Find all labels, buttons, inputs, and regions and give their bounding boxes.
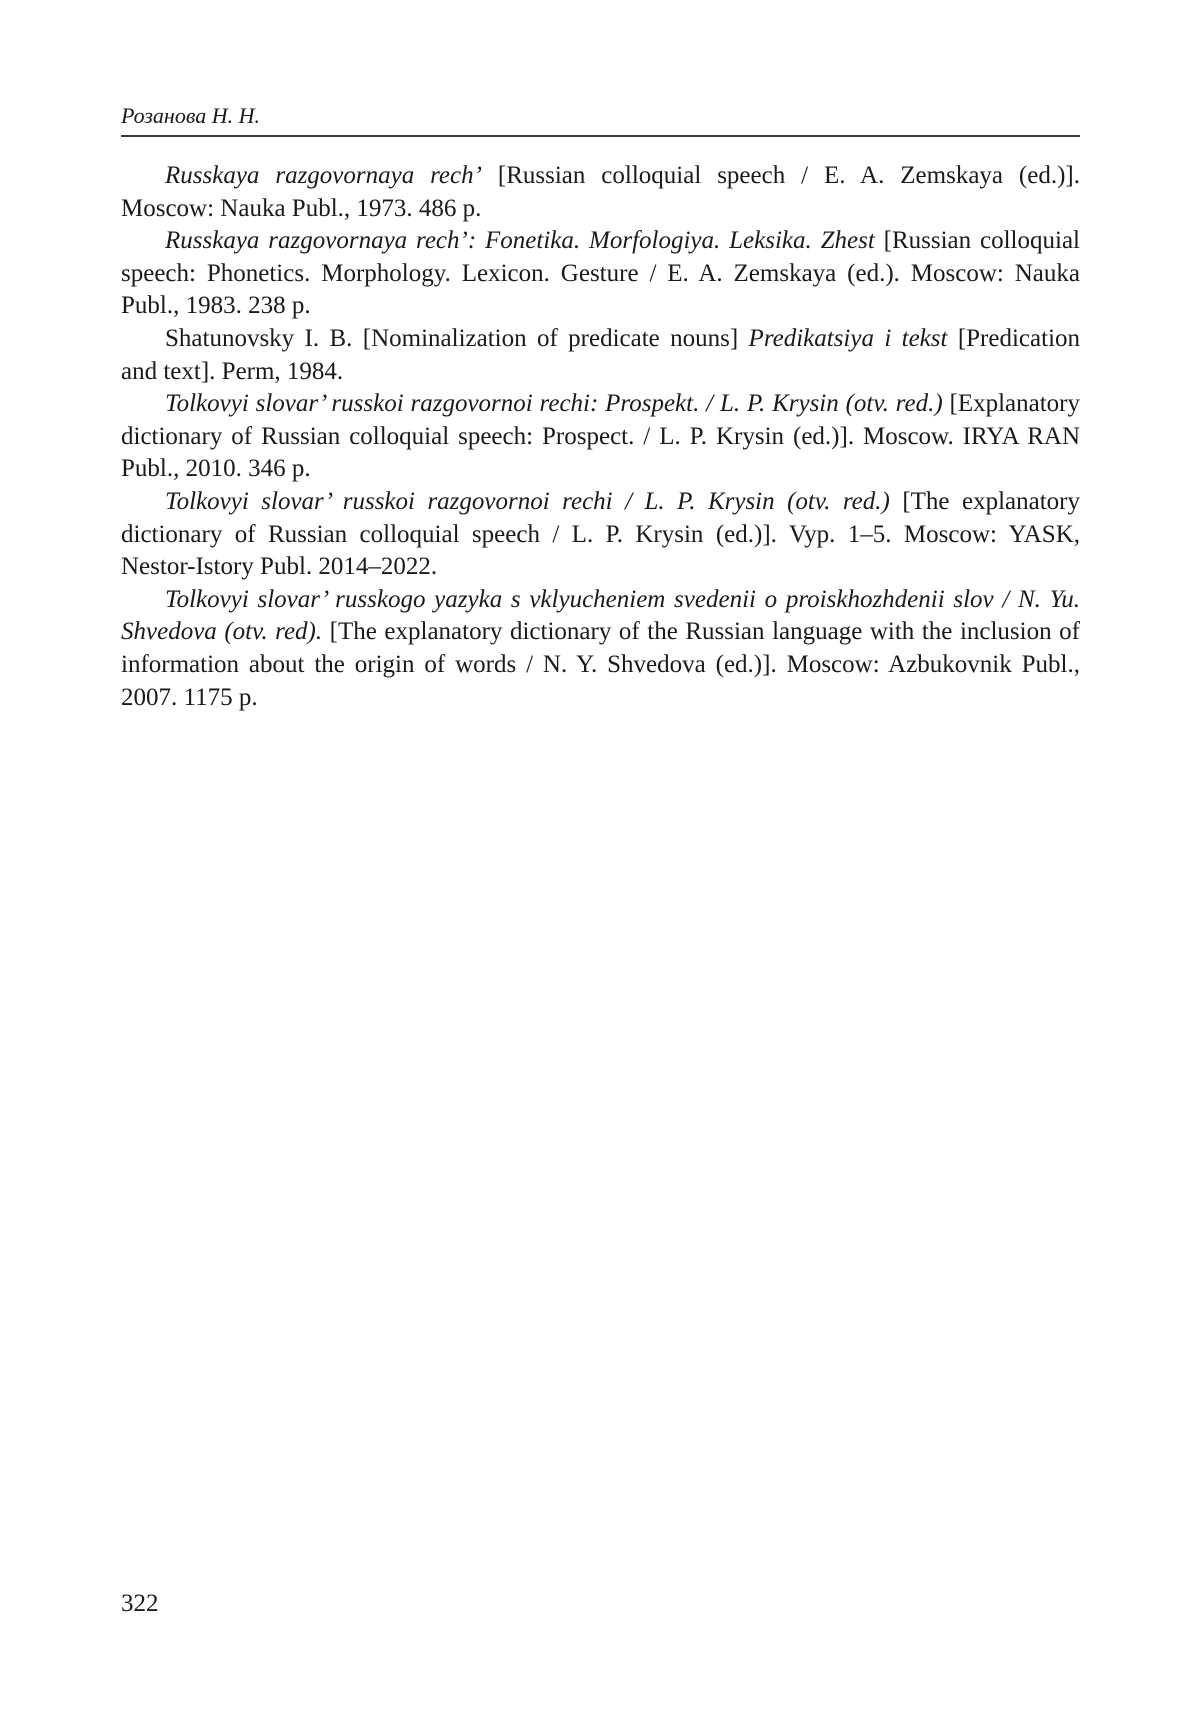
reference-item <box>121 584 1080 714</box>
reference-author: Shatunovsky I. B. [Nominalization of predicate nouns] <box>165 324 749 352</box>
reference-title: Russkaya razgovornaya rech’: Fonetika. Morfologiya. Leksika. Zhest <box>165 227 875 255</box>
header-rule <box>121 135 1080 137</box>
reference-title: Predikatsiya i tekst <box>748 324 948 352</box>
reference-title: Tolkovyi slovar’ russkogo yazyka s vklyucheniem svedenii o proiskhozhdenii slov / N. Yu. Shvedova (otv. red). <box>121 585 1080 646</box>
reference-item <box>121 323 1080 388</box>
reference-item <box>121 486 1080 584</box>
reference-item <box>121 225 1080 323</box>
reference-title: Tolkovyi slovar’ russkoi razgovornoi rechi / L. P. Krysin (otv. red.) <box>165 487 890 515</box>
reference-details: [Russian colloquial speech: Phonetics. Morphology. Lexicon. Gesture / E. A. Zemskaya (ed.). Moscow: Nauka Publ., 1983. 238 p. <box>121 227 1080 320</box>
page-number: 322 <box>121 1590 159 1617</box>
reference-title: Tolkovyi slovar’ russkoi razgovornoi rechi: Prospekt. / L. P. Krysin (otv. red.) <box>165 390 943 418</box>
reference-details: [Predication and text]. Perm, 1984. <box>121 324 1081 385</box>
reference-details: [Russian colloquial speech / E. A. Zemskaya (ed.)]. Moscow: Nauka Publ., 1973. 486 p. <box>121 162 1080 222</box>
reference-item <box>121 160 1080 225</box>
reference-item <box>121 388 1080 486</box>
reference-details: [Explanatory dictionary of Russian colloquial speech: Prospect. / L. P. Krysin (ed.)]. Moscow. IRYA RAN Publ., 2010. 346 p. <box>121 390 1080 483</box>
running-head-author: Розанова Н. Н. <box>121 103 261 128</box>
reference-title: Russkaya razgovornaya rech’ <box>165 162 482 189</box>
reference-details: [The explanatory dictionary of Russian colloquial speech / L. P. Krysin (ed.)]. Vyp. 1–5. Moscow: YASK, Nestor-Istory Publ. 2014–2022. <box>121 487 1080 581</box>
reference-list <box>121 160 1080 714</box>
reference-details: [The explanatory dictionary of the Russian language with the inclusion of information about the origin of words / N. Y. Shvedova (ed.)]. Moscow: Azbukovnik Publ., 2007. 1175 p. <box>121 618 1080 711</box>
